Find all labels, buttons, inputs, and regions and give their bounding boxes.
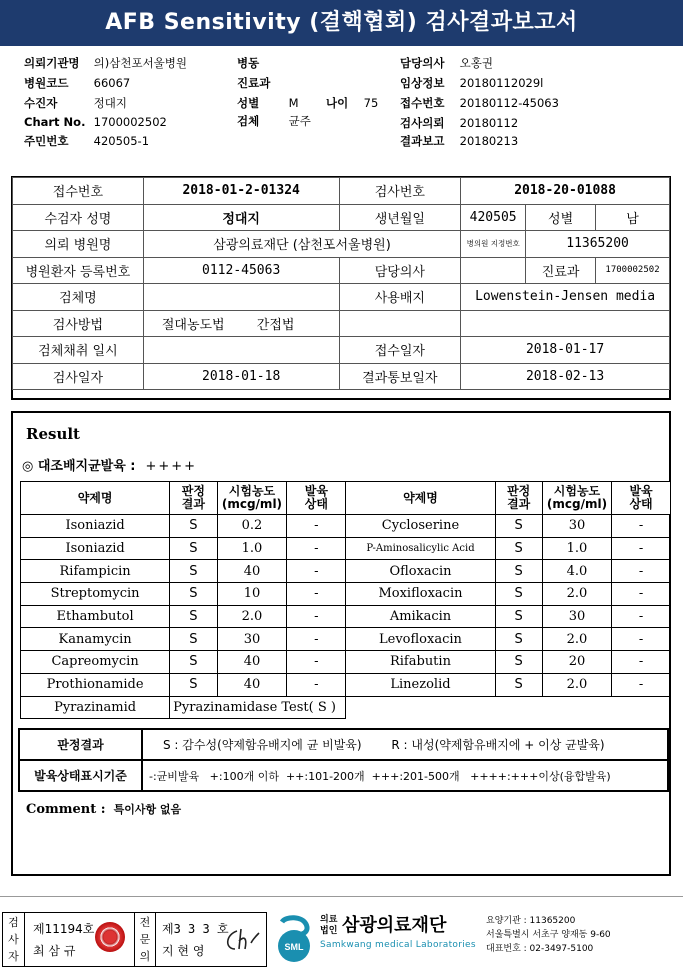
growth-status: - (612, 651, 671, 674)
meta-label: Chart No. (24, 115, 86, 129)
cell-label: 사용배지 (339, 284, 461, 311)
table-row (21, 605, 671, 628)
concentration: 40 (217, 560, 287, 583)
growth-label: ◎ 대조배지균발육 : (22, 459, 136, 474)
drug-name: Amikacin (346, 605, 495, 628)
growth-status: - (612, 605, 671, 628)
table-row (21, 560, 671, 583)
meta-value: 20180112-45063 (459, 96, 559, 110)
concentration: 2.0 (542, 628, 611, 651)
org-name: 삼광의료재단 (342, 915, 447, 936)
receipt-no: 2018-01-2-01324 (143, 178, 339, 205)
drug-name: Isoniazid (21, 515, 170, 538)
judge-result: S (170, 560, 217, 583)
growth-criteria-label: 발육상태표시기준 (19, 760, 142, 791)
collect-date (143, 337, 339, 364)
growth-status: - (612, 537, 671, 560)
meta-label: 주민번호 (24, 134, 69, 148)
judge-result: S (495, 605, 542, 628)
drug-name: Streptomycin (21, 583, 170, 606)
header-judge: 판정 결과 (495, 482, 542, 515)
judge-result: S (495, 560, 542, 583)
table-row (21, 515, 671, 538)
growth-status: - (287, 628, 346, 651)
growth-status: - (612, 673, 671, 696)
meta-label: 결과보고 (400, 134, 445, 148)
drug-name: Rifampicin (21, 560, 170, 583)
drug-name: Linezolid (346, 673, 495, 696)
meta-label: 진료과 (237, 76, 271, 90)
judge-result: S (170, 651, 217, 674)
meta-label: 접수번호 (400, 96, 445, 110)
cell-label: 검사방법 (13, 310, 144, 337)
test-date: 2018-01-18 (143, 363, 339, 390)
growth-status: - (612, 628, 671, 651)
doctor (461, 257, 526, 284)
concentration: 0.2 (217, 515, 287, 538)
org-address: 서울특별시 서초구 양재동 9-60 (486, 930, 611, 940)
cell-label: 성별 (526, 204, 596, 231)
table-row (21, 628, 671, 651)
concentration: 30 (542, 605, 611, 628)
concentration: 40 (217, 651, 287, 674)
judge-result: S (170, 515, 217, 538)
judge-label: 판정결과 (19, 729, 142, 760)
sex: 남 (596, 204, 670, 231)
judge-result: S (170, 605, 217, 628)
comment (26, 801, 181, 817)
concentration: 10 (217, 583, 287, 606)
meta-label: 병원코드 (24, 76, 69, 90)
info-table (12, 177, 670, 390)
cell-label: 의뢰 병원명 (13, 231, 144, 258)
specimen (143, 284, 339, 311)
meta-label: 검체 (237, 114, 260, 128)
patient-name: 정대지 (143, 204, 339, 231)
control-growth (22, 455, 197, 474)
growth-criteria-text: -:균비발육 +:100개 이하 ++:101-200개 +++:201-500개 ++++:+++이상(융합발육) (142, 760, 668, 791)
growth-status: - (287, 651, 346, 674)
cell-label: 생년월일 (339, 204, 461, 231)
drug-name: Prothionamide (21, 673, 170, 696)
growth-status: - (287, 605, 346, 628)
receive-date: 2018-01-17 (461, 337, 670, 364)
org-english: Samkwang medical Laboratories (320, 940, 476, 950)
concentration: 2.0 (542, 673, 611, 696)
growth-status: - (287, 537, 346, 560)
meta-label: 병동 (237, 56, 260, 70)
drug-name: P-Aminosalicylic Acid (346, 537, 495, 560)
drug-name: Rifabutin (346, 651, 495, 674)
cell-label: 담당의사 (339, 257, 461, 284)
notify-date: 2018-02-13 (461, 363, 670, 390)
org-prefix-2: 법인 (320, 926, 338, 936)
judge-result: S (170, 628, 217, 651)
drug-name: Capreomycin (21, 651, 170, 674)
growth-status: - (612, 560, 671, 583)
tester-no: 제11194호 (33, 922, 95, 936)
org-tel: 대표번호 : 02-3497-5100 (486, 944, 594, 954)
meta-label: 담당의사 (400, 56, 445, 70)
meta-value: 66067 (93, 76, 131, 90)
drug-name: Moxifloxacin (346, 583, 495, 606)
header-drug: 약제명 (346, 482, 495, 515)
growth-status: - (287, 583, 346, 606)
cell-label: 검체명 (13, 284, 144, 311)
growth-value: ++++ (145, 459, 198, 474)
meta-value: 정대지 (93, 96, 127, 110)
hospital-code: 11365200 (526, 231, 670, 258)
growth-status: - (287, 673, 346, 696)
footer-divider (0, 896, 683, 897)
cell-label: 검사일자 (13, 363, 144, 390)
growth-status: - (612, 515, 671, 538)
sml-text: SML (284, 942, 304, 952)
drug-name: Kanamycin (21, 628, 170, 651)
cell-label: 병원환자 등록번호 (13, 257, 144, 284)
meta-value: 1700002502 (93, 115, 167, 129)
meta-value: 20180112 (459, 116, 519, 130)
report-title: AFB Sensitivity (결핵협회) 검사결과보고서 (0, 0, 683, 46)
drug-name: Ethambutol (21, 605, 170, 628)
header-conc: 시험농도 (mcg/ml) (217, 482, 287, 515)
seal-icon (95, 922, 125, 952)
meta-value: 오홍권 (459, 56, 493, 70)
registration-no: 0112-45063 (143, 257, 339, 284)
judge-r-text: R : 내성(약제함유배지에 + 이상 균발육) (391, 738, 605, 752)
org-prefix-1: 의료 (320, 915, 338, 925)
judge-result: S (495, 628, 542, 651)
drug-name: Levofloxacin (346, 628, 495, 651)
concentration: 4.0 (542, 560, 611, 583)
comment-text: 특이사항 없음 (113, 803, 182, 816)
birth: 420505 (461, 204, 526, 231)
meta-value: 20180112029l (459, 76, 544, 90)
meta-value: 균주 (288, 114, 311, 128)
drug-name: Isoniazid (21, 537, 170, 560)
expert-name: 지 현 영 (162, 944, 205, 958)
sml-logo-icon (272, 912, 316, 964)
table-row (21, 537, 671, 560)
judge-s-text: S : 감수성(약제함유배지에 균 비발육) (163, 738, 362, 752)
concentration: 30 (542, 515, 611, 538)
header-conc: 시험농도 (mcg/ml) (542, 482, 611, 515)
meta-value: 420505-1 (93, 134, 150, 148)
judge-result: S (495, 651, 542, 674)
growth-status: - (287, 515, 346, 538)
method-absolute: 절대농도법 (161, 317, 225, 333)
legend-table (18, 728, 669, 792)
table-row (21, 673, 671, 696)
meta-value: 75 (363, 96, 379, 110)
test-no: 2018-20-01088 (461, 178, 670, 205)
judge-result: S (495, 673, 542, 696)
header-growth: 발육 상태 (612, 482, 671, 515)
signature-box: 검 사 자 제11194호 최 삼 규 전 문 의 제3 3 3 호 지 현 영 (2, 912, 267, 967)
drug-name: Pyrazinamid (21, 696, 170, 719)
drug-name: Ofloxacin (346, 560, 495, 583)
table-row (21, 583, 671, 606)
pza-result: Pyrazinamidase Test( S ) (170, 696, 346, 719)
drug-table (20, 481, 671, 719)
meta-label: 검사의뢰 (400, 116, 445, 130)
department: 1700002502 (596, 257, 670, 284)
medium: Lowenstein-Jensen media (461, 284, 670, 311)
judge-result: S (495, 515, 542, 538)
table-row (21, 696, 671, 719)
growth-status: - (612, 583, 671, 606)
judge-result: S (170, 537, 217, 560)
concentration: 40 (217, 673, 287, 696)
expert-no: 제3 3 3 호 (162, 922, 229, 936)
table-row (21, 651, 671, 674)
concentration: 30 (217, 628, 287, 651)
meta-value: 20180213 (459, 134, 519, 148)
concentration: 1.0 (542, 537, 611, 560)
header-growth: 발육 상태 (287, 482, 346, 515)
cell-label: 수검자 성명 (13, 204, 144, 231)
cell-label: 검사번호 (339, 178, 461, 205)
method-indirect: 간접법 (256, 317, 295, 333)
meta-label: 성별 (237, 96, 260, 110)
cell-label: 결과통보일자 (339, 363, 461, 390)
cell-label: 검체채취 일시 (13, 337, 144, 364)
cell-label: 접수일자 (339, 337, 461, 364)
cell-label: 진료과 (526, 257, 596, 284)
growth-status: - (287, 560, 346, 583)
meta-label: 나이 (326, 96, 349, 110)
concentration: 2.0 (217, 605, 287, 628)
header-judge: 판정 결과 (170, 482, 217, 515)
meta-label: 수진자 (24, 96, 58, 110)
judge-result: S (495, 537, 542, 560)
result-title: Result (26, 425, 80, 443)
header-drug: 약제명 (21, 482, 170, 515)
signature-icon (223, 925, 261, 955)
concentration: 2.0 (542, 583, 611, 606)
comment-label: Comment : (26, 802, 106, 817)
meta-label: 임상정보 (400, 76, 445, 90)
meta-value: M (288, 96, 299, 110)
concentration: 1.0 (217, 537, 287, 560)
hospital-name: 삼광의료재단 (삼천포서울병원) (143, 231, 460, 258)
org-code: 요양기관 : 11365200 (486, 916, 576, 926)
cell-label: 접수번호 (13, 178, 144, 205)
cell-label: 병의원 지정번호 (466, 239, 520, 249)
meta-label: 의뢰기관명 (24, 56, 80, 70)
meta-value: 의)삼천포서울병원 (93, 56, 188, 70)
drug-name: Cycloserine (346, 515, 495, 538)
judge-result: S (170, 673, 217, 696)
concentration: 20 (542, 651, 611, 674)
tester-name: 최 삼 규 (33, 944, 76, 958)
judge-result: S (495, 583, 542, 606)
judge-result: S (170, 583, 217, 606)
